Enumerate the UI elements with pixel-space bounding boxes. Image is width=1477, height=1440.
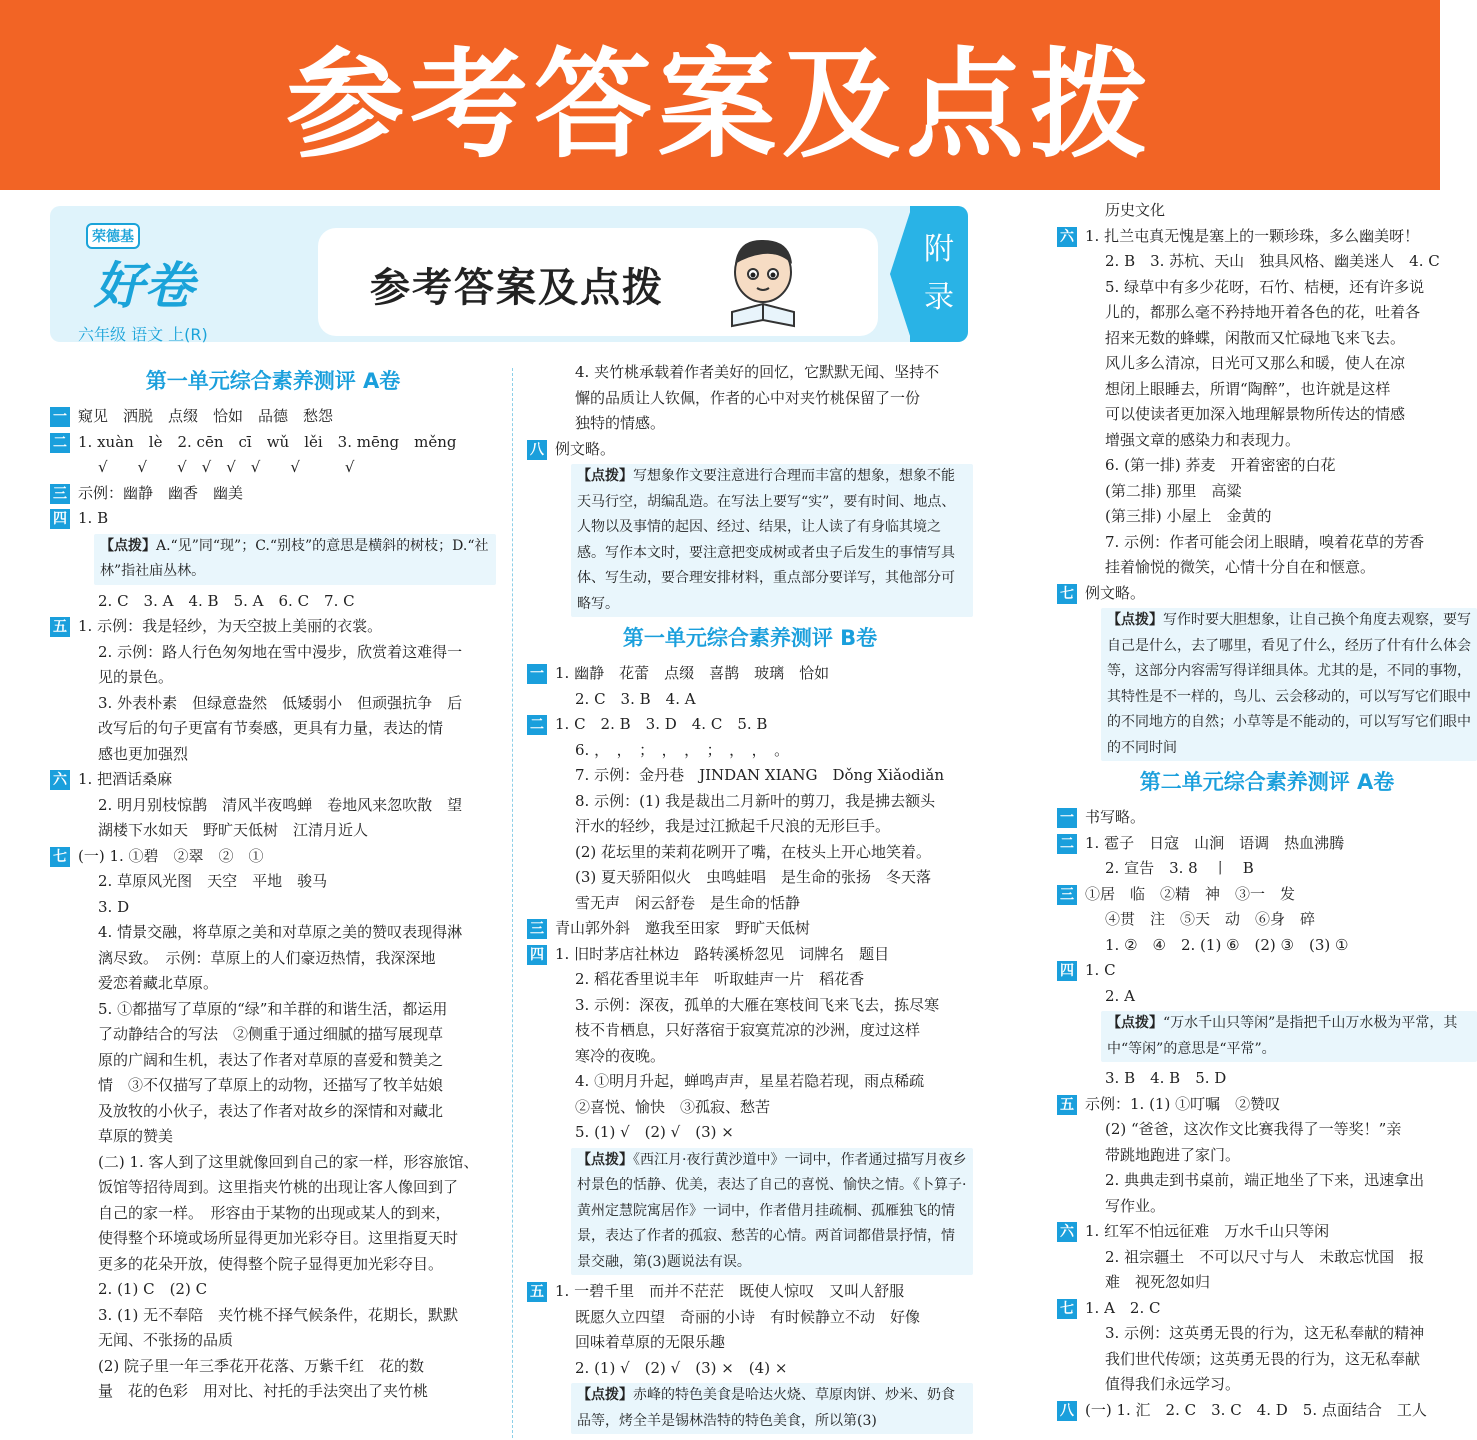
answer-text: 3. D xyxy=(98,897,130,916)
answer-page xyxy=(0,190,1471,1440)
answer-line xyxy=(50,1175,496,1201)
answer-text: 6. ， ， ； ， ， ； ， ， 。 xyxy=(575,740,790,759)
hint-label: 【点拨】 xyxy=(1107,612,1163,628)
answer-line xyxy=(1057,856,1477,882)
answer-text: 2. C 3. A 4. B 5. A 6. C 7. C xyxy=(98,591,355,610)
answer-text: 1. ② ④ 2. (1) ⑥ (2) ③ (3) ① xyxy=(1105,935,1349,954)
answer-line xyxy=(50,1124,496,1150)
header-card xyxy=(50,206,968,342)
answer-text: 枝不肯栖息，只好落宿于寂寞荒凉的沙洲，度过这样 xyxy=(575,1021,921,1039)
answer-text: (3) 夏天骄阳似火 虫鸣蛙唱 是生命的张扬 冬天落 xyxy=(575,868,932,886)
answer-text: 爱恋着藏北草原。 xyxy=(98,974,219,992)
answer-line xyxy=(1057,1066,1477,1092)
answer-line xyxy=(50,614,496,640)
hint-box xyxy=(571,464,973,617)
answer-text: 7. 示例：作者可能会闭上眼睛，嗅着花草的芳香 xyxy=(1105,532,1425,551)
answer-text: 写作业。 xyxy=(1105,1196,1166,1215)
question-number-badge: 一 xyxy=(50,407,70,427)
answer-text: 1. xuàn lè 2. cēn cī wǔ lěi 3. mēng měng xyxy=(78,432,457,451)
answer-text: 自己的家一样。 形容由于某物的出现或某人的到来， xyxy=(98,1203,451,1222)
hint-box xyxy=(571,1148,973,1276)
answer-text: 1. 旧时茅店社林边 路转溪桥忽见 词牌名 题目 xyxy=(555,944,890,963)
answer-line xyxy=(527,661,973,687)
answer-text: 2. 草原风光图 天空 平地 骏马 xyxy=(98,872,328,890)
answer-line xyxy=(50,767,496,793)
header-title-panel xyxy=(318,228,878,336)
answer-text: 2. 宣告 3. 8 丨 B xyxy=(1105,859,1254,877)
question-number-badge: 二 xyxy=(527,715,547,735)
answer-line xyxy=(1057,1143,1477,1169)
answer-line xyxy=(1057,377,1477,403)
answer-text: 雪无声 闲云舒卷 是生命的恬静 xyxy=(575,893,801,912)
answer-line xyxy=(50,1048,496,1074)
answer-line xyxy=(527,865,973,891)
answer-line xyxy=(527,1069,973,1095)
answer-line xyxy=(50,895,496,921)
answer-text: 5. ①都描写了草原的“绿”和羊群的和谐生活，都运用 xyxy=(98,999,448,1018)
answer-text: (第二排) 那里 高粱 xyxy=(1105,481,1242,500)
answer-text: 1. 扎兰屯真无愧是塞上的一颗珍珠，多么幽美呀！ xyxy=(1085,226,1420,245)
answer-line xyxy=(50,506,496,532)
answer-line xyxy=(1057,326,1477,352)
answer-line xyxy=(50,716,496,742)
answer-text: 4. 情景交融，将草原之美和对草原之美的赞叹表现得淋 xyxy=(98,923,463,941)
answer-text: 2. 典典走到书桌前，端正地坐了下来，迅速拿出 xyxy=(1105,1171,1425,1189)
answer-line xyxy=(50,404,496,430)
answer-text: 懈的品质让人钦佩，作者的心中对夹竹桃保留了一份 xyxy=(575,388,921,407)
answer-line xyxy=(50,1073,496,1099)
question-number-badge: 六 xyxy=(1057,1222,1077,1242)
question-number-badge: 五 xyxy=(50,617,70,637)
question-number-badge: 五 xyxy=(527,1282,547,1302)
answer-text: 5. 绿草中有多少花呀，石竹、桔梗，还有许多说 xyxy=(1105,277,1425,296)
answer-line xyxy=(1057,1321,1477,1347)
answer-line xyxy=(1057,1372,1477,1398)
question-number-badge: 八 xyxy=(1057,1401,1077,1421)
answer-line xyxy=(1057,882,1477,908)
answer-text: 1. B xyxy=(78,509,109,527)
series-logo: 好卷 xyxy=(94,257,194,315)
page-title: 参考答案及点拨 xyxy=(370,265,664,311)
answer-text: 6. (第一排) 荞麦 开着密密的白花 xyxy=(1105,456,1336,474)
question-number-badge: 六 xyxy=(50,770,70,790)
answer-line xyxy=(1057,1168,1477,1194)
answer-line xyxy=(1057,1296,1477,1322)
question-number-badge: 六 xyxy=(1057,227,1077,247)
answer-line xyxy=(50,844,496,870)
answer-line xyxy=(50,742,496,768)
answer-line xyxy=(50,1201,496,1227)
question-number-badge: 四 xyxy=(1057,961,1077,981)
answer-text: ①居 临 ②精 神 ③一 发 xyxy=(1085,884,1296,903)
column-divider xyxy=(512,368,513,1438)
answer-text: ④贯 注 ⑤天 动 ⑥身 碎 xyxy=(1105,910,1316,928)
hint-text: 《西江月·夜行黄沙道中》一词中，作者通过描写月夜乡村景色的恬静、优美，表达了自己的喜悦、愉快之情。《卜算子·黄州定慧院寓居作》一词中，作者借月挂疏桐、孤雁独飞的情景，表达了作者的孤寂、愁苦的心情。两首词都借景抒情，情景交融，第(3)题说法有误。 xyxy=(577,1151,967,1270)
answer-line xyxy=(1057,1194,1477,1220)
column-right xyxy=(1057,198,1477,1423)
answer-text: 带跳地跑进了家门。 xyxy=(1105,1145,1241,1164)
answer-text: 例文略。 xyxy=(1085,583,1146,602)
answer-line xyxy=(50,430,496,456)
answer-line xyxy=(50,869,496,895)
answer-line xyxy=(1057,1219,1477,1245)
answer-line xyxy=(50,997,496,1023)
hint-box xyxy=(1101,1011,1477,1062)
column-middle xyxy=(527,360,973,1438)
answer-line xyxy=(1057,351,1477,377)
question-number-badge: 四 xyxy=(50,509,70,529)
answer-line xyxy=(527,437,973,463)
question-number-badge: 三 xyxy=(1057,885,1077,905)
column-left xyxy=(50,360,496,1405)
hint-text: A.“见”同“现”；C.“别枝”的意思是横斜的树枝；D.“社林”指社庙丛林。 xyxy=(100,537,489,579)
answer-line xyxy=(527,1356,973,1382)
answer-text: 可以使读者更加深入地理解景物所传达的情感 xyxy=(1105,405,1406,423)
hint-label: 【点拨】 xyxy=(577,1387,633,1403)
answer-line xyxy=(50,1022,496,1048)
answer-text: 1. A 2. C xyxy=(1085,1298,1161,1317)
answer-text: 原的广阔和生机，表达了作者对草原的喜爱和赞美之 xyxy=(98,1050,444,1069)
hint-label: 【点拨】 xyxy=(577,1151,633,1168)
question-number-badge: 五 xyxy=(1057,1095,1077,1115)
question-number-badge: 三 xyxy=(527,919,547,939)
answer-text: 3. (1) 无不奉陪 夹竹桃不择气候条件，花期长，默默 xyxy=(98,1305,459,1324)
answer-text: √ √ √ √ √ √ √ √ xyxy=(98,458,355,476)
answer-text: 情 ③不仅描写了草原上的动物，还描写了牧羊姑娘 xyxy=(98,1076,444,1094)
answer-line xyxy=(50,1099,496,1125)
answer-line xyxy=(1057,933,1477,959)
answer-line xyxy=(1057,1270,1477,1296)
hint-text: 赤峰的特色美食是哈达火烧、草原肉饼、炒米、奶食品等，烤全羊是锡林浩特的特色美食，所以第(3) xyxy=(577,1387,955,1429)
answer-line xyxy=(1057,831,1477,857)
appendix-notch xyxy=(890,206,912,342)
answer-line xyxy=(50,1354,496,1380)
answer-line xyxy=(50,1277,496,1303)
answer-text: (一) 1. ①碧 ②翠 ② ① xyxy=(78,846,264,865)
answer-text: 4. 夹竹桃承载着作者美好的回忆，它默默无闻、坚持不 xyxy=(575,363,940,381)
answer-text: 1. C 2. B 3. D 4. C 5. B xyxy=(555,715,768,733)
answer-text: 1. 雹子 日寇 山涧 语调 热血沸腾 xyxy=(1085,833,1345,852)
answer-line xyxy=(527,1120,973,1146)
answer-text: 1. 一碧千里 而并不茫茫 既使人惊叹 又叫人舒服 xyxy=(555,1282,905,1300)
hint-label: 【点拨】 xyxy=(100,537,156,554)
answer-line xyxy=(50,1303,496,1329)
question-number-badge: 八 xyxy=(527,440,547,460)
answer-line xyxy=(527,814,973,840)
answer-line xyxy=(527,712,973,738)
answer-text: 窥见 洒脱 点缀 恰如 品德 愁怨 xyxy=(78,407,334,425)
answer-line xyxy=(527,789,973,815)
hint-label: 【点拨】 xyxy=(577,468,633,484)
answer-text: 3. B 4. B 5. D xyxy=(1105,1069,1227,1087)
answer-line xyxy=(527,840,973,866)
answer-line xyxy=(1057,958,1477,984)
answer-text: 风儿多么清凉，日光可又那么和暖，使人在凉 xyxy=(1105,354,1406,372)
answer-text: 书写略。 xyxy=(1085,808,1146,826)
answer-line xyxy=(1057,198,1477,224)
answer-line xyxy=(1057,1117,1477,1143)
answer-line xyxy=(1057,907,1477,933)
answer-text: 既愿久立四望 奇丽的小诗 有时候静立不动 好像 xyxy=(575,1307,921,1326)
question-number-badge: 二 xyxy=(1057,834,1077,854)
answer-text: 2. 明月别枝惊鹊 清风半夜鸣蝉 卷地风来忽吹散 望 xyxy=(98,795,463,814)
answer-line xyxy=(527,687,973,713)
answer-text: 感也更加强烈 xyxy=(98,744,189,763)
answer-text: 2. 稻花香里说丰年 听取蛙声一片 稻花香 xyxy=(575,970,865,988)
answer-line xyxy=(1057,805,1477,831)
answer-text: 难 视死忽如归 xyxy=(1105,1273,1211,1291)
answer-text: 挂着愉悦的微笑，心情十分自在和惬意。 xyxy=(1105,558,1376,576)
answer-text: 2. A xyxy=(1105,986,1135,1005)
answer-line xyxy=(527,763,973,789)
answer-line xyxy=(1057,1398,1477,1424)
answer-text: 1. 把酒话桑麻 xyxy=(78,770,173,788)
answer-text: (2) “爸爸，这次作文比赛我得了一等奖！”亲 xyxy=(1105,1120,1402,1138)
answer-text: 湖楼下水如天 野旷天低树 江清月近人 xyxy=(98,821,369,839)
answer-line xyxy=(527,360,973,386)
question-number-badge: 四 xyxy=(527,945,547,965)
answer-text: 3. 外表朴素 但绿意盎然 低矮弱小 但顽强抗争 后 xyxy=(98,693,463,712)
answer-line xyxy=(527,916,973,942)
answer-line xyxy=(50,818,496,844)
answer-line xyxy=(50,971,496,997)
answer-line xyxy=(527,386,973,412)
answer-text: 饭馆等招待周到。这里指夹竹桃的出现让客人像回到了 xyxy=(98,1178,459,1196)
answer-text: 更多的花朵开放，使得整个院子显得更加光彩夺目。 xyxy=(98,1254,444,1273)
answer-text: 寒冷的夜晚。 xyxy=(575,1046,666,1065)
answer-text: 及放牧的小伙子，表达了作者对故乡的深情和对藏北 xyxy=(98,1101,444,1120)
answer-line xyxy=(527,1095,973,1121)
answer-text: 青山郭外斜 邀我至田家 野旷天低树 xyxy=(555,919,811,937)
answer-line xyxy=(1057,428,1477,454)
answer-line xyxy=(527,411,973,437)
answer-line xyxy=(50,481,496,507)
answer-text: 示例：1. (1) ①叮嘱 ②赞叹 xyxy=(1085,1094,1281,1113)
appendix-char-2: 录 xyxy=(924,280,954,315)
hint-text: “万水千山只等闲”是指把千山万水极为平常，其中“等闲”的意思是“平常”。 xyxy=(1107,1015,1458,1057)
section-title: 第一单元综合素养测评 A卷 xyxy=(145,369,401,393)
answer-text: 想闭上眼睡去，所谓“陶醉”，也许就是这样 xyxy=(1105,379,1391,398)
answer-line xyxy=(50,946,496,972)
answer-text: (二) 1. 客人到了这里就像回到自己的家一样，形容旅馆、 xyxy=(98,1152,479,1171)
answer-line xyxy=(527,1279,973,1305)
answer-line xyxy=(527,942,973,968)
hint-box xyxy=(571,1383,973,1434)
answer-line xyxy=(1057,581,1477,607)
answer-text: 2. B 3. 苏杭、天山 独具风格、幽美迷人 4. C xyxy=(1105,252,1440,270)
answer-line xyxy=(1057,249,1477,275)
question-number-badge: 二 xyxy=(50,433,70,453)
answer-line xyxy=(50,793,496,819)
question-number-badge: 七 xyxy=(1057,584,1077,604)
answer-line xyxy=(50,665,496,691)
answer-text: (一) 1. 汇 2. C 3. C 4. D 5. 点面结合 工人 xyxy=(1085,1400,1427,1419)
answer-text: 7. 示例：金丹巷 JINDAN XIANG Dǒng Xiǎodiǎn xyxy=(575,766,944,784)
answer-line xyxy=(50,1226,496,1252)
appendix-char-1: 附 xyxy=(924,232,954,267)
answer-line xyxy=(1057,453,1477,479)
answer-text: 历史文化 xyxy=(1105,201,1166,219)
answer-line xyxy=(527,1330,973,1356)
answer-text: 2. (1) C (2) C xyxy=(98,1280,208,1298)
answer-line xyxy=(527,1018,973,1044)
section-title: 第一单元综合素养测评 B卷 xyxy=(622,626,878,650)
question-number-badge: 七 xyxy=(1057,1299,1077,1319)
answer-text: 漓尽致。 示例：草原上的人们豪迈热情，我深深地 xyxy=(98,948,436,967)
answer-text: 汗水的轻纱，我是过江掀起千尺浪的无形巨手。 xyxy=(575,817,891,835)
hint-label: 【点拨】 xyxy=(1107,1015,1163,1031)
grade-label: 六年级 语文 上(R) xyxy=(78,325,208,344)
answer-text: 草原的赞美 xyxy=(98,1127,174,1145)
answer-text: 使得整个环境或场所显得更加光彩夺目。这里指夏天时 xyxy=(98,1229,459,1247)
answer-text: 1. 示例：我是轻纱，为天空披上美丽的衣裳。 xyxy=(78,617,383,635)
answer-text: 见的景色。 xyxy=(98,668,174,686)
answer-text: 了动静结合的写法 ②侧重于通过细腻的描写展现草 xyxy=(98,1025,444,1043)
hint-text: 写想象作文要注意进行合理而丰富的想象，想象不能天马行空，胡编乱造。在写法上要写“实”，要有时间、地点、人物以及事情的起因、经过、结果，让人读了有身临其境之感。写作本文时，要注意把变成树或者虫子后发生的事情写具体、写生动，要合理安排材料，重点部分要详写，其他部分可略写。 xyxy=(577,468,956,612)
answer-line xyxy=(1057,1347,1477,1373)
answer-line xyxy=(1057,530,1477,556)
answer-text: 回味着草原的无限乐趣 xyxy=(575,1333,726,1351)
answer-line xyxy=(50,589,496,615)
answer-text: 3. 示例：这英勇无畏的行为，这无私奉献的精神 xyxy=(1105,1324,1425,1342)
answer-text: 招来无数的蜂蝶，闲散而又忙碌地飞来飞去。 xyxy=(1105,328,1406,347)
answer-text: 1. C xyxy=(1085,961,1116,979)
answer-text: 值得我们永远学习。 xyxy=(1105,1375,1241,1393)
answer-line xyxy=(50,1252,496,1278)
brand-badge: 荣德基 xyxy=(86,223,140,249)
question-number-badge: 七 xyxy=(50,847,70,867)
answer-text: 5. (1) √ (2) √ (3) × xyxy=(575,1123,734,1141)
top-banner xyxy=(0,0,1440,190)
banner-title: 参考答案及点拨 xyxy=(285,36,1154,174)
answer-line xyxy=(50,640,496,666)
answer-line xyxy=(1057,555,1477,581)
answer-line xyxy=(1057,504,1477,530)
answer-line xyxy=(50,1379,496,1405)
answer-text: 独特的情感。 xyxy=(575,414,666,432)
answer-text: ②喜悦、愉快 ③孤寂、愁苦 xyxy=(575,1097,771,1116)
answer-line xyxy=(50,455,496,481)
answer-line xyxy=(527,738,973,764)
answer-text: 1. 幽静 花蕾 点缀 喜鹊 玻璃 恰如 xyxy=(555,664,830,682)
answer-text: (2) 院子里一年三季花开花落、万紫千红 花的数 xyxy=(98,1356,425,1375)
answer-line xyxy=(1057,402,1477,428)
answer-text: 量 花的色彩 用对比、衬托的手法突出了夹竹桃 xyxy=(98,1382,429,1400)
answer-text: (2) 花坛里的茉莉花咧开了嘴，在枝头上开心地笑着。 xyxy=(575,842,932,861)
section-title: 第二单元综合素养测评 A卷 xyxy=(1139,770,1395,794)
answer-text: 1. 红军不怕远征难 万水千山只等闲 xyxy=(1085,1222,1330,1240)
answer-line xyxy=(50,691,496,717)
answer-text: 我们世代传颂；这英勇无畏的行为，这无私奉献 xyxy=(1105,1349,1421,1368)
answer-line xyxy=(1057,479,1477,505)
answer-line xyxy=(1057,275,1477,301)
answer-text: 8. 示例：(1) 我是裁出二月新叶的剪刀，我是拂去额头 xyxy=(575,791,936,810)
answer-line xyxy=(1057,224,1477,250)
answer-text: 3. 示例：深夜，孤单的大雁在寒枝间飞来飞去，拣尽寒 xyxy=(575,995,940,1014)
answer-text: 儿的，都那么毫不矜持地开着各色的花，吐着各 xyxy=(1105,303,1421,321)
answer-text: 2. 示例：路人行色匆匆地在雪中漫步，欣赏着这难得一 xyxy=(98,642,463,661)
answer-text: 2. C 3. B 4. A xyxy=(575,689,696,708)
appendix-tab xyxy=(910,206,968,342)
answer-text: 无闻、不张扬的品质 xyxy=(98,1331,234,1349)
answer-line xyxy=(527,967,973,993)
answer-text: 改写后的句子更富有节奏感，更具有力量，表达的情 xyxy=(98,719,444,737)
answer-text: 2. (1) √ (2) √ (3) × (4) × xyxy=(575,1358,788,1377)
answer-line xyxy=(1057,300,1477,326)
reading-child-icon xyxy=(718,234,808,330)
answer-line xyxy=(527,891,973,917)
answer-line xyxy=(527,1044,973,1070)
hint-text: 写作时要大胆想象，让自己换个角度去观察，要写自己是什么，去了哪里，看见了什么，经历了什有什么体会等，这部分内容需写得详细具体。尤其的是，不同的事物，其特性是不一样的，鸟儿、云会移动的，可以写写它们眼中的不同地方的自然；小草等是不能动的，可以写写它们眼中的不同时间 xyxy=(1107,612,1471,756)
question-number-badge: 一 xyxy=(527,664,547,684)
answer-text: 示例：幽静 幽香 幽美 xyxy=(78,483,244,502)
answer-line xyxy=(50,1150,496,1176)
answer-line xyxy=(527,993,973,1019)
answer-line xyxy=(1057,1092,1477,1118)
answer-text: 增强文章的感染力和表现力。 xyxy=(1105,430,1301,449)
answer-text: 4. ①明月升起，蝉鸣声声，星星若隐若现，雨点稀疏 xyxy=(575,1072,925,1090)
hint-box xyxy=(1101,608,1477,761)
answer-text: (第三排) 小屋上 金黄的 xyxy=(1105,507,1272,525)
answer-line xyxy=(50,1328,496,1354)
answer-line xyxy=(50,920,496,946)
hint-box xyxy=(94,534,496,585)
answer-text: 2. 祖宗疆土 不可以尺寸与人 未敢忘忧国 报 xyxy=(1105,1247,1425,1266)
answer-line xyxy=(1057,984,1477,1010)
question-number-badge: 一 xyxy=(1057,808,1077,828)
question-number-badge: 三 xyxy=(50,484,70,504)
answer-line xyxy=(527,1305,973,1331)
answer-line xyxy=(1057,1245,1477,1271)
answer-text: 例文略。 xyxy=(555,439,616,458)
